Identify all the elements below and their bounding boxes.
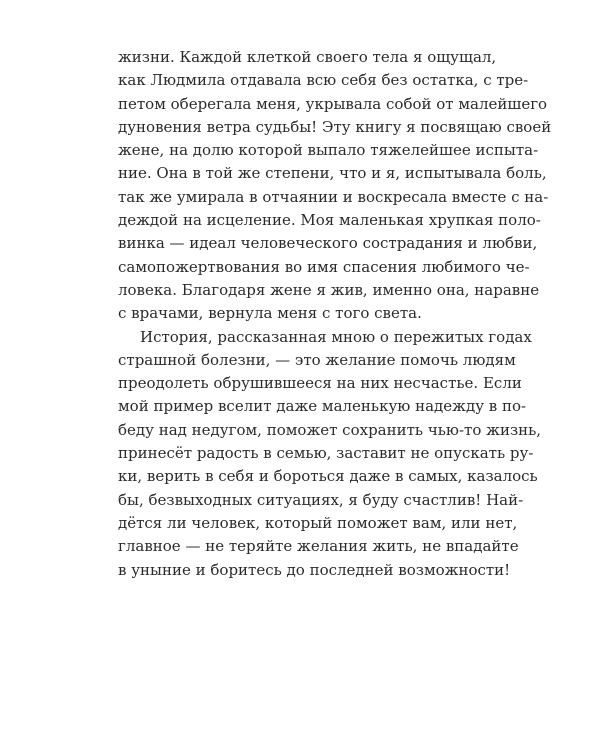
text-line: мой пример вселит даже маленькую надежду в по- [118, 397, 527, 416]
text-line: страшной болезни, — это желание помочь людям [118, 350, 516, 369]
text-line: дётся ли человек, который поможет вам, или нет, [118, 513, 518, 532]
text-line: петом оберегала меня, укрывала собой от малейшего [118, 94, 548, 113]
text-line: принесёт радость в семью, заставит не опускать ру- [118, 444, 534, 463]
paragraph-1 [118, 46, 552, 326]
text-line: деждой на исцеление. Моя маленькая хрупкая поло- [118, 211, 541, 230]
paragraph-2 [118, 326, 542, 582]
text-line: жизни. Каждой клеткой своего тела я ощущал, [118, 48, 497, 66]
text-line: главное — не теряйте желания жить, не впадайте [118, 537, 519, 556]
text-line: ки, верить в себя и бороться даже в самых, казалось [118, 467, 538, 486]
text-line: дуновения ветра судьбы! Эту книгу я посвящаю своей [118, 117, 552, 136]
text-line: так же умирала в отчаянии и воскресала вместе с на- [118, 187, 549, 206]
text-line: преодолеть обрушившееся на них несчастье. Если [118, 374, 522, 393]
text-line: с врачами, вернула меня с того света. [118, 304, 422, 323]
text-line: ние. Она в той же степени, что и я, испытывала боль, [118, 164, 547, 183]
text-line: беду над недугом, поможет сохранить чью-то жизнь, [118, 420, 542, 439]
text-line: самопожертвования во имя спасения любимого че- [118, 257, 530, 276]
text-line: в уныние и боритесь до последней возможности! [118, 560, 511, 579]
text-line: как Людмила отдавала всю себя без остатка, с тре- [118, 71, 529, 90]
text-line: История, рассказанная мною о пережитых годах [140, 327, 532, 346]
text-line: жене, на долю которой выпало тяжелейшее испыта- [118, 141, 539, 160]
text-line: ловека. Благодаря жене я жив, именно она, наравне [118, 280, 540, 299]
text-line: бы, безвыходных ситуациях, я буду счастлив! Най- [118, 490, 524, 509]
page-text [118, 46, 552, 582]
text-line: винка — идеал человеческого сострадания и любви, [118, 234, 538, 253]
